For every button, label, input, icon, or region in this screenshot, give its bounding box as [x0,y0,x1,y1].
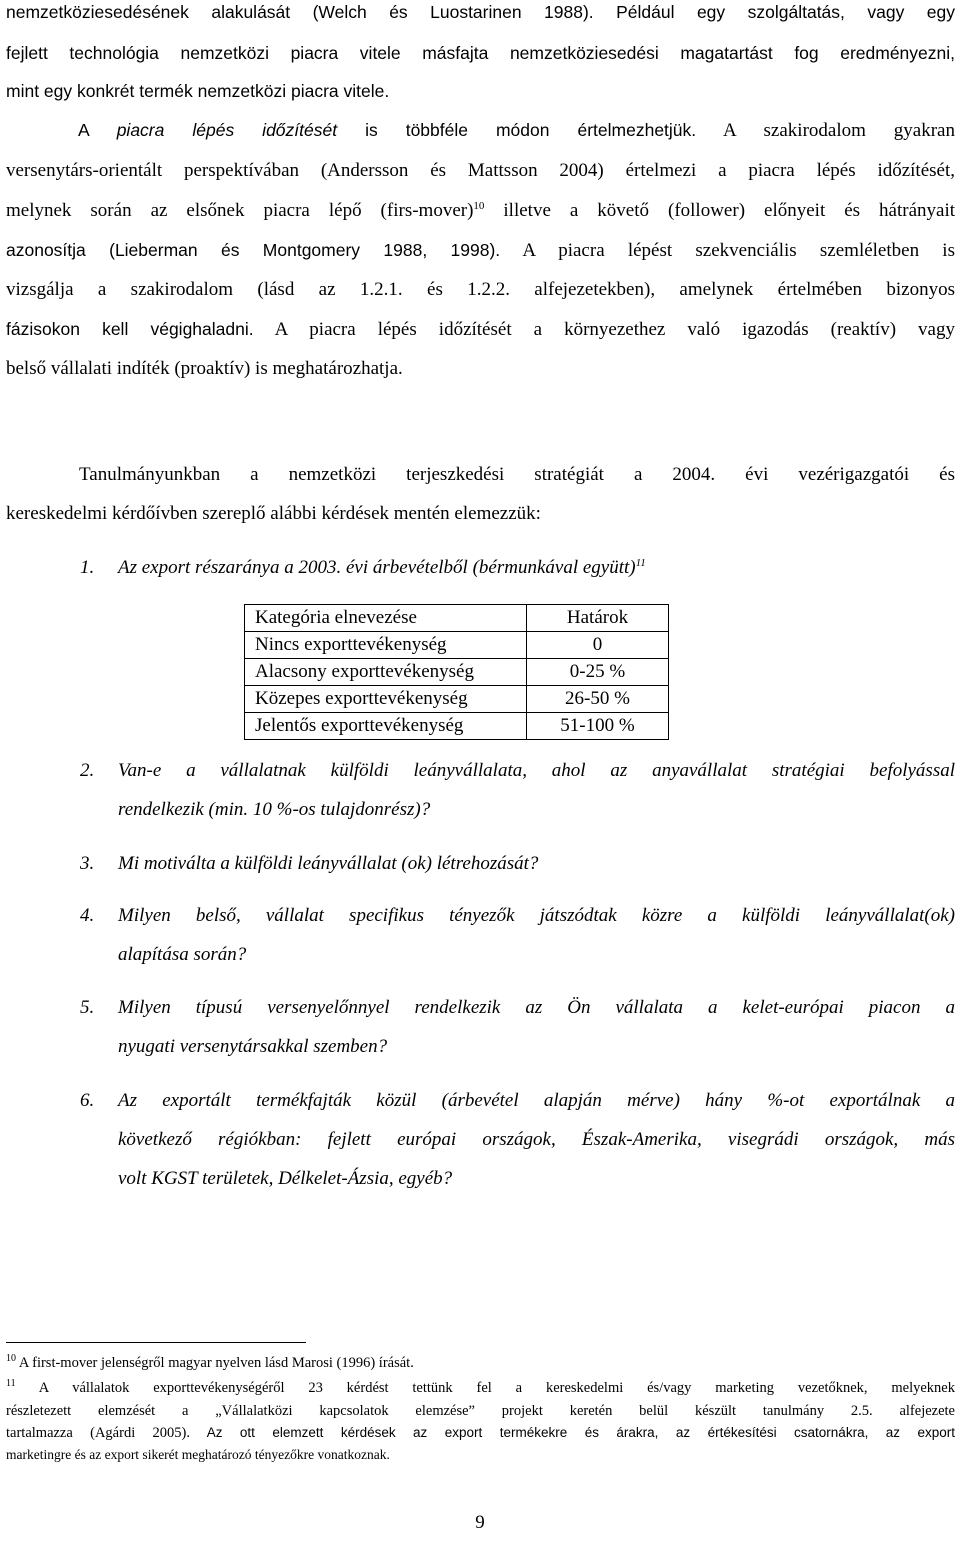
table-row [245,659,669,686]
question-6-line-2: következő régiókban: fejlett európai országok, Észak-Amerika, visegrádi országok, más [118,1129,955,1150]
table-cell-limits: 51-100 % [527,713,669,740]
body-line-6 [6,200,955,222]
timing-literature: A szakirodalom gyakran [696,120,955,141]
table-cell-category: Közepes exporttevékenység [245,686,527,713]
study-paragraph-line-1: Tanulmányunkban a nemzetközi terjeszkedési stratégiát a 2004. évi vezérigazgatói és [79,464,955,485]
footnote-11-topics: Az ott elemzett kérdések az export termékekre és árakra, az értékesítési csatornákra, az export [190,1425,955,1440]
table-cell-limits: 26-50 % [527,686,669,713]
question-6-number: 6. [80,1090,95,1111]
table-row [245,632,669,659]
question-1-label: Az export részaránya a 2003. évi árbevételből (bérmunkával együtt) [118,557,636,578]
footnote-ref-10: 10 [473,200,485,212]
footnote-11-line-3 [6,1425,955,1442]
footnote-11-line-2: részletezett elemzését a „Vállalatközi kapcsolatok elemzése” projekt keretén belül készült tanulmány 2.5. alfejezete [6,1403,955,1419]
body-line-7 [6,240,955,262]
paragraph-timing-first-line [6,120,955,142]
table-cell-category: Nincs exporttevékenység [245,632,527,659]
table-row [245,686,669,713]
footnote-11-number: 11 [6,1378,16,1389]
table-cell-limits: 0-25 % [527,659,669,686]
footnote-11-line-4: marketingre és az export sikerét meghatározó tényezőkre vonatkoznak. [6,1447,390,1462]
question-5-number: 5. [80,997,95,1018]
body-line-8: vizsgálja a szakirodalom (lásd az 1.2.1. és 1.2.2. alfejezetekben), amelynek értelmében bizonyos [6,279,955,300]
first-mover-text: melynek során az elsőnek piacra lépő (firs-mover) [6,200,474,221]
study-paragraph-line-2: kereskedelmi kérdőívben szereplő alábbi kérdések mentén elemezzük: [6,503,541,524]
footnote-10 [6,1355,955,1372]
footnote-11-text: A vállalatok exporttevékenységéről 23 kérdést tettünk fel a kereskedelmi és/vagy marketing vezetőknek, melyeknek [15,1380,955,1396]
timing-lead: A [78,120,117,140]
timing-term: piacra lépés időzítését [116,120,338,140]
body-line-9 [6,319,955,341]
question-6-line-3: volt KGST területek, Délkelet-Ázsia, egyéb? [118,1168,453,1189]
question-4-line-2: alapítása során? [118,944,247,965]
table-header-category: Kategória elnevezése [245,605,527,632]
table-header-row [245,605,669,632]
page-number: 9 [475,1512,485,1533]
body-line-3: mint egy konkrét termék nemzetközi piacra vitele. [6,81,390,101]
body-line-2: fejlett technológia nemzetközi piacra vitele másfajta nemzetköziesedési magatartást fog eredményezni, [6,43,955,63]
table-row [245,713,669,740]
reactive-proactive: A piacra lépés időzítését a környezethez való igazodás (reaktív) vagy [253,319,955,340]
body-line-10: belső vállalati indíték (proaktív) is meghatározhatja. [6,358,403,379]
question-2-line-1: Van-e a vállalatnak külföldi leányvállalata, ahol az anyavállalat stratégiai befolyással [118,760,955,781]
question-4-line-1: Milyen belső, vállalat specifikus tényezők játszódtak közre a külföldi leányvállalat(ok) [118,905,955,926]
lieberman-citation: azonosítja (Lieberman és Montgomery 1988, 1998). [6,240,501,260]
table-cell-category: Jelentős exporttevékenység [245,713,527,740]
phases-text: fázisokon kell végighaladni. [6,319,254,339]
footnote-11-agardi: tartalmazza (Agárdi 2005). [6,1425,190,1441]
footnote-10-text: A first-mover jelenségről magyar nyelven lásd Marosi (1996) írását. [16,1355,414,1371]
question-2-number: 2. [80,760,95,781]
question-1-number: 1. [80,557,95,578]
table-header-limits: Határok [527,605,669,632]
footnote-separator [6,1342,306,1343]
question-2-line-2: rendelkezik (min. 10 %-os tulajdonrész)? [118,799,431,820]
question-5-line-1: Milyen típusú versenyelőnnyel rendelkezik az Ön vállalata a kelet-európai piacon a [118,997,955,1018]
footnote-11-line-1 [6,1380,955,1397]
body-line-1: nemzetköziesedésének alakulását (Welch és Luostarinen 1988). Például egy szolgáltatás, vagy egy [6,2,955,22]
sequential-view: A piacra lépést szekvenciális szemléletben is [500,240,955,261]
footnote-ref-11: 11 [635,557,646,569]
table-cell-limits: 0 [527,632,669,659]
question-1-text [118,557,646,579]
export-category-table [244,604,669,740]
table-cell-category: Alacsony exporttevékenység [245,659,527,686]
body-line-5: versenytárs-orientált perspektívában (Andersson és Mattsson 2004) értelmezi a piacra lépés időzítését, [6,160,955,181]
question-5-line-2: nyugati versenytársakkal szemben? [118,1036,388,1057]
question-3-line-1: Mi motiválta a külföldi leányvállalat (ok) létrehozását? [118,853,539,874]
question-6-line-1: Az exportált termékfajták közül (árbevétel alapján mérve) hány %-ot exportálnak a [118,1090,955,1111]
follower-text: illetve a követő (follower) előnyeit és hátrányait [484,200,955,221]
footnote-10-number: 10 [6,1353,16,1364]
question-4-number: 4. [80,905,95,926]
question-3-number: 3. [80,853,95,874]
timing-rest: is többféle módon értelmezhetjük. [337,120,697,140]
